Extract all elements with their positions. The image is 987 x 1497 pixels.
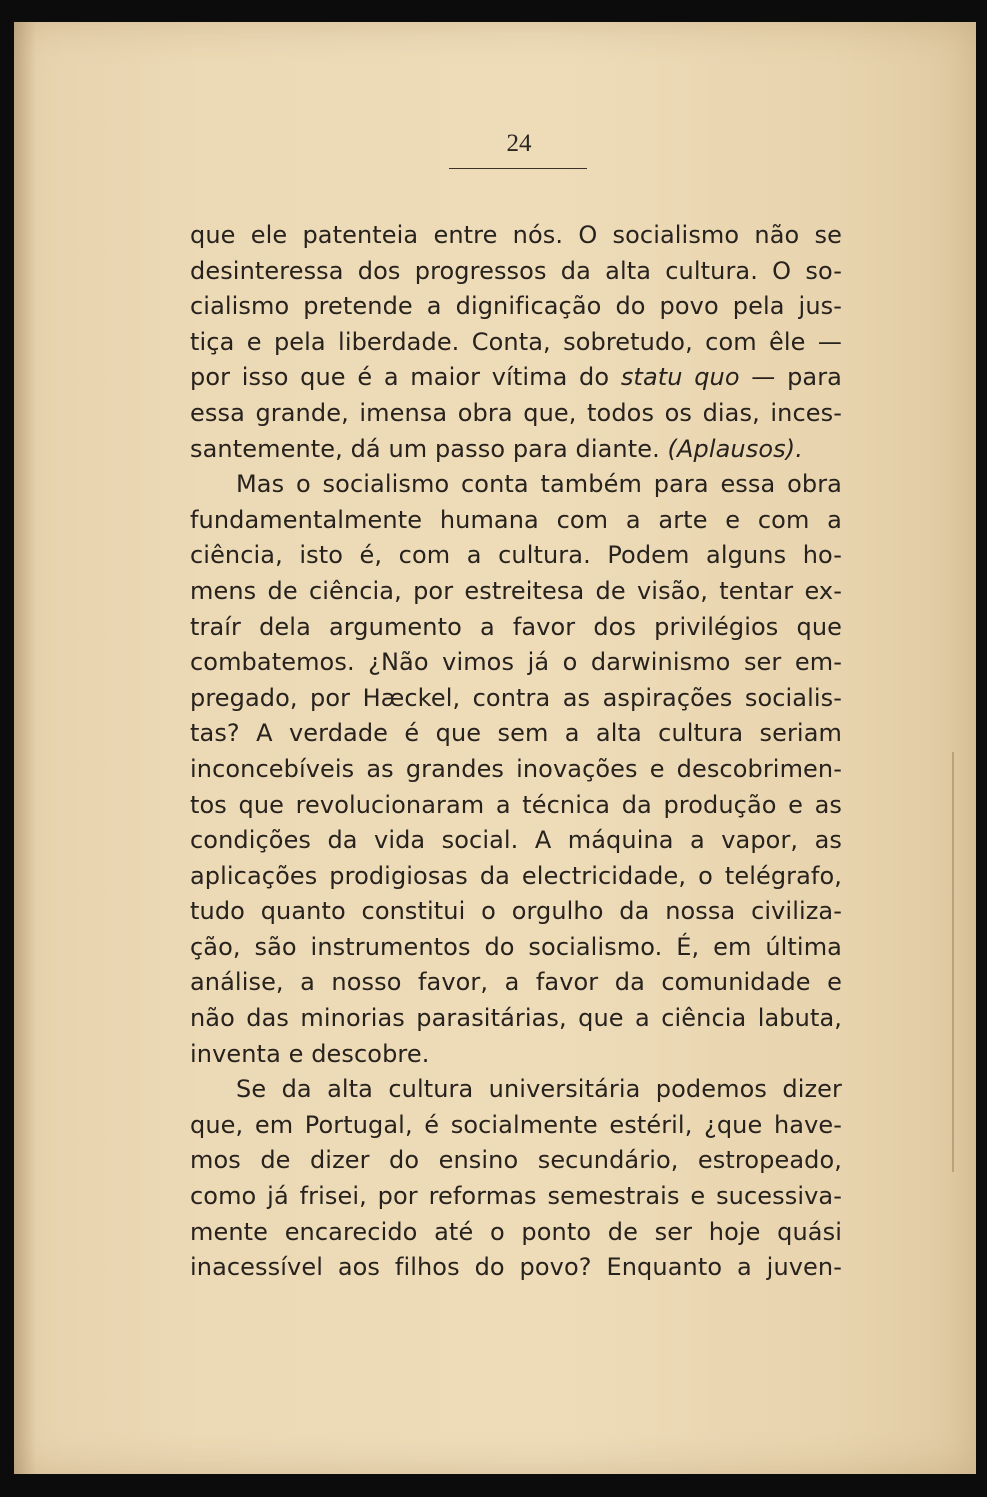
text-line: análise, a nosso favor, a favor da comunidade e: [190, 968, 842, 997]
text-line: tudo quanto constitui o orgulho da nossa civiliza-: [190, 897, 842, 926]
page-number: 24: [506, 130, 532, 157]
italic-phrase: statu quo: [620, 363, 740, 392]
text-line: tos que revolucionaram a técnica da produção e as: [190, 790, 842, 819]
text-line: Se da alta cultura universitária podemos dizer: [236, 1075, 842, 1104]
text-line: essa grande, imensa obra que, todos os dias, inces-: [190, 398, 842, 427]
body-text: [190, 218, 842, 1286]
text-line: mens de ciência, por estreitesa de visão, tentar ex-: [190, 576, 842, 605]
text-line: fundamentalmente humana com a arte e com a: [190, 505, 842, 534]
text-line: mos de dizer do ensino secundário, estropeado,: [190, 1146, 842, 1175]
text-segment: por isso que é a maior vítima do: [190, 363, 621, 392]
text-line: [190, 360, 842, 396]
text-line: condições da vida social. A máquina a vapor, as: [190, 826, 842, 855]
binding-stitch: [952, 752, 954, 1172]
text-segment: santemente, dá um passo para diante.: [190, 434, 668, 463]
italic-phrase: (Aplausos).: [667, 434, 803, 463]
text-line: inacessível aos filhos do povo? Enquanto a juven-: [190, 1253, 842, 1282]
text-line: [190, 432, 842, 468]
text-line: como já frisei, por reformas semestrais e sucessiva-: [190, 1182, 842, 1211]
text-line: traír dela argumento a favor dos privilégios que: [190, 612, 842, 641]
text-line: desinteressa dos progressos da alta cultura. O so-: [190, 256, 842, 285]
text-line: não das minorias parasitárias, que a ciência labuta,: [190, 1004, 842, 1033]
text-line: combatemos. ¿Não vimos já o darwinismo ser em-: [190, 648, 842, 677]
text-line: tiça e pela liberdade. Conta, sobretudo, com êle —: [190, 327, 842, 356]
text-line: inconcebíveis as grandes inovações e descobrimen-: [190, 754, 842, 783]
text-line: que ele patenteia entre nós. O socialismo não se: [190, 221, 842, 249]
text-line: mente encarecido até o ponto de ser hoje quási: [190, 1217, 842, 1246]
text-line: que, em Portugal, é socialmente estéril, ¿que have-: [190, 1110, 842, 1139]
page-fold-shadow: [14, 22, 36, 1474]
text-line: Mas o socialismo conta também para essa obra: [236, 470, 842, 499]
text-segment: — para: [739, 363, 842, 392]
text-line: inventa e descobre.: [190, 1039, 430, 1068]
text-line: ção, são instrumentos do socialismo. É, em última: [190, 932, 842, 961]
book-page: [14, 22, 976, 1474]
page-number-rule: [449, 168, 587, 169]
text-line: aplicações prodigiosas da electricidade, o telégrafo,: [190, 861, 842, 890]
text-line: ciência, isto é, com a cultura. Podem alguns ho-: [190, 541, 842, 570]
text-line: pregado, por Hæckel, contra as aspirações socialis-: [190, 683, 842, 712]
text-line: tas? A verdade é que sem a alta cultura seriam: [190, 719, 842, 748]
text-line: cialismo pretende a dignificação do povo pela jus-: [190, 292, 842, 321]
